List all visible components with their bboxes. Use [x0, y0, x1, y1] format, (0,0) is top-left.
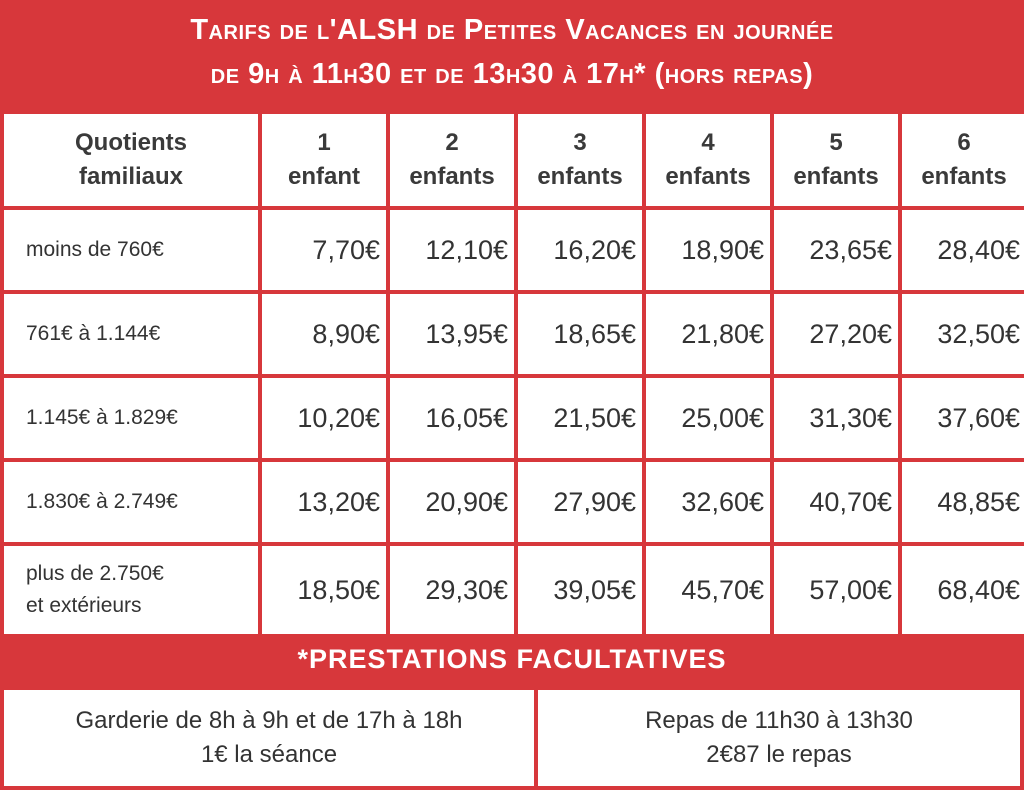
price-cell: 48,85€ — [902, 462, 1024, 542]
price-cell: 45,70€ — [646, 546, 770, 634]
price-cell: 32,50€ — [902, 294, 1024, 374]
price-cell: 18,50€ — [262, 546, 386, 634]
price-cell: 18,90€ — [646, 210, 770, 290]
price-cell: 40,70€ — [774, 462, 898, 542]
price-cell: 7,70€ — [262, 210, 386, 290]
price-cell: 29,30€ — [390, 546, 514, 634]
price-cell: 21,80€ — [646, 294, 770, 374]
header-2-enfants: 2 enfants — [390, 114, 514, 206]
table-row-qf: 761€ à 1.144€ — [4, 294, 258, 374]
price-cell: 27,20€ — [774, 294, 898, 374]
repas-line-1: Repas de 11h30 à 13h30 — [645, 707, 913, 734]
garderie-line-2: 1€ la séance — [200, 741, 338, 768]
option-repas — [538, 690, 1020, 786]
price-cell: 39,05€ — [518, 546, 642, 634]
price-cell: 16,05€ — [390, 378, 514, 458]
price-cell: 20,90€ — [390, 462, 514, 542]
header-5-enfants: 5 enfants — [774, 114, 898, 206]
price-cell: 31,30€ — [774, 378, 898, 458]
title-line-1: Tarifs de l'ALSH de Petites Vacances en journée — [190, 14, 834, 46]
price-cell: 28,40€ — [902, 210, 1024, 290]
garderie-line-1: Garderie de 8h à 9h et de 17h à 18h — [75, 707, 463, 734]
price-cell: 12,10€ — [390, 210, 514, 290]
table-row-qf: 1.830€ à 2.749€ — [4, 462, 258, 542]
title-line-2: de 9h à 11h30 et de 13h30 à 17h* (hors repas) — [210, 58, 814, 90]
header-1-enfant: 1 enfant — [262, 114, 386, 206]
repas-line-2: 2€87 le repas — [706, 741, 852, 768]
price-cell: 10,20€ — [262, 378, 386, 458]
header-6-enfants: 6 enfants — [902, 114, 1024, 206]
option-garderie — [4, 690, 534, 786]
header-qf: Quotients familiaux — [4, 114, 258, 206]
price-cell: 57,00€ — [774, 546, 898, 634]
options-heading: *PRESTATIONS FACULTATIVES — [297, 644, 727, 674]
price-cell: 68,40€ — [902, 546, 1024, 634]
tariff-table — [4, 114, 1020, 626]
header-3-enfants: 3 enfants — [518, 114, 642, 206]
table-row-qf: 1.145€ à 1.829€ — [4, 378, 258, 458]
page-title — [0, 8, 1024, 108]
table-row-qf: plus de 2.750€ et extérieurs — [4, 546, 258, 634]
price-cell: 25,00€ — [646, 378, 770, 458]
price-cell: 21,50€ — [518, 378, 642, 458]
header-4-enfants: 4 enfants — [646, 114, 770, 206]
price-cell: 13,95€ — [390, 294, 514, 374]
price-cell: 23,65€ — [774, 210, 898, 290]
table-row-qf: moins de 760€ — [4, 210, 258, 290]
price-cell: 32,60€ — [646, 462, 770, 542]
price-cell: 27,90€ — [518, 462, 642, 542]
price-cell: 16,20€ — [518, 210, 642, 290]
price-cell: 18,65€ — [518, 294, 642, 374]
options-panel — [4, 690, 1020, 786]
price-cell: 13,20€ — [262, 462, 386, 542]
price-cell: 8,90€ — [262, 294, 386, 374]
price-cell: 37,60€ — [902, 378, 1024, 458]
